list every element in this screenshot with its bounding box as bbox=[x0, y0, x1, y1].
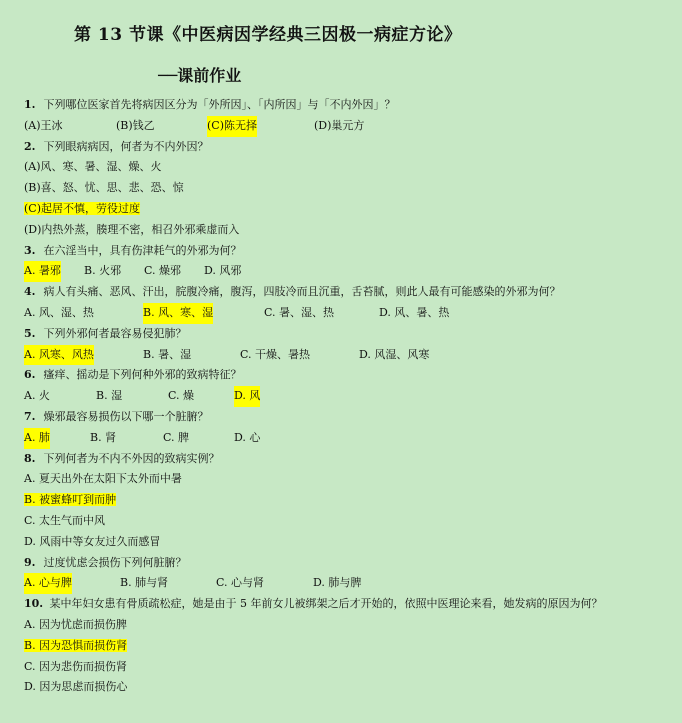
option-c[interactable]: C. 心与肾 bbox=[216, 576, 265, 590]
question-9-options bbox=[24, 573, 674, 594]
option-b[interactable]: B. 暑、湿 bbox=[143, 347, 192, 361]
option-b[interactable]: (B)喜、怒、忧、思、悲、恐、惊 bbox=[24, 181, 184, 195]
question-1-options bbox=[24, 116, 674, 137]
page-subtitle: ──课前作业 bbox=[158, 66, 242, 85]
question-7-options bbox=[24, 428, 674, 449]
option-a[interactable]: A. 火 bbox=[24, 389, 50, 403]
question-3-options bbox=[24, 261, 674, 282]
option-b[interactable]: B. 湿 bbox=[96, 389, 123, 403]
question-4-options bbox=[24, 303, 674, 324]
question-list bbox=[24, 95, 674, 698]
option-d[interactable]: D. 风、暑、热 bbox=[379, 305, 450, 319]
question-3 bbox=[24, 241, 674, 262]
option-d[interactable]: (D)巢元方 bbox=[314, 118, 365, 132]
option-c[interactable]: C. 脾 bbox=[163, 430, 190, 444]
question-number: 2. bbox=[24, 139, 36, 153]
option-b-selected[interactable]: B. 被蜜蜂叮到而肿 bbox=[24, 493, 117, 507]
question-number: 6. bbox=[24, 368, 36, 382]
option-d[interactable]: D. 肺与脾 bbox=[313, 576, 362, 590]
option-d[interactable]: D. 因为思虑而损伤心 bbox=[24, 680, 128, 694]
question-4 bbox=[24, 282, 674, 303]
option-b[interactable]: B. 肾 bbox=[90, 430, 117, 444]
question-number: 4. bbox=[24, 285, 36, 299]
option-c[interactable]: C. 因为悲伤而损伤肾 bbox=[24, 659, 128, 673]
option-a[interactable]: A. 因为忧虑而损伤脾 bbox=[24, 617, 127, 631]
question-text: 下列哪位医家首先将病因区分为「外所因」、「内所因」与「不内外因」？ bbox=[43, 98, 396, 111]
question-6-options bbox=[24, 386, 674, 407]
option-d[interactable]: (D)内热外蒸，腠理不密，相召外邪乘虚而入 bbox=[24, 222, 240, 236]
option-b-selected[interactable]: B. 风、寒、湿 bbox=[143, 303, 213, 324]
option-c-selected[interactable]: (C)陈无择 bbox=[207, 116, 257, 137]
question-number: 7. bbox=[24, 409, 36, 423]
question-number: 10. bbox=[24, 597, 44, 611]
option-d[interactable]: D. 风湿、风寒 bbox=[359, 347, 430, 361]
question-2 bbox=[24, 137, 674, 158]
option-a[interactable]: (A)王冰 bbox=[24, 118, 63, 132]
option-a-selected[interactable]: A. 风寒、风热 bbox=[24, 345, 94, 366]
question-8 bbox=[24, 449, 674, 470]
option-d-selected[interactable]: D. 风 bbox=[234, 386, 260, 407]
question-6 bbox=[24, 365, 674, 386]
option-c[interactable]: C. 燥邪 bbox=[144, 264, 182, 278]
question-5 bbox=[24, 324, 674, 345]
question-text: 下列外邪何者最容易侵犯肺？ bbox=[43, 326, 187, 340]
question-number: 3. bbox=[24, 243, 36, 257]
question-number: 9. bbox=[24, 555, 36, 569]
option-a-selected[interactable]: A. 暑邪 bbox=[24, 261, 61, 282]
question-text: 燥邪最容易损伤以下哪一个脏腑？ bbox=[43, 409, 209, 423]
question-5-options bbox=[24, 345, 674, 366]
question-number: 1. bbox=[24, 98, 36, 111]
option-b-selected[interactable]: B. 因为恐惧而损伤肾 bbox=[24, 638, 128, 652]
option-b[interactable]: (B)钱乙 bbox=[116, 118, 155, 132]
option-a-selected[interactable]: A. 心与脾 bbox=[24, 573, 72, 594]
question-number: 5. bbox=[24, 326, 36, 340]
question-number: 8. bbox=[24, 451, 36, 465]
option-c[interactable]: C. 燥 bbox=[168, 389, 195, 403]
question-text: 瘙痒、摇动是下列何种外邪的致病特征？ bbox=[43, 368, 242, 382]
question-text: 在六淫当中，具有伤津耗气的外邪为何？ bbox=[43, 243, 242, 257]
question-text: 下列眼病病因，何者为不内外因？ bbox=[43, 139, 209, 153]
option-c[interactable]: C. 干燥、暑热 bbox=[240, 347, 311, 361]
question-text: 病人有头痛、恶风、汗出，脘腹冷痛，腹泻，四肢冷而且沉重，舌苔腻，则此人最有可能感染的外邪为何？ bbox=[43, 285, 561, 299]
page-title: 第 13 节课《中医病因学经典三因极一病症方论》 bbox=[74, 25, 462, 45]
option-d[interactable]: D. 风邪 bbox=[204, 264, 242, 278]
option-b[interactable]: B. 火邪 bbox=[84, 264, 122, 278]
option-c-selected[interactable]: (C)起居不慎，劳役过度 bbox=[24, 201, 140, 215]
question-text: 某中年妇女患有骨质疏松症，她是由于 5 年前女儿被绑架之后才开始的，依照中医理论来看，她发病的原因为何？ bbox=[49, 597, 603, 611]
option-a[interactable]: A. 风、湿、热 bbox=[24, 305, 94, 319]
option-c[interactable]: C. 太生气而中风 bbox=[24, 513, 106, 527]
option-a-selected[interactable]: A. 肺 bbox=[24, 428, 50, 449]
question-text: 过度忧虑会损伤下列何脏腑？ bbox=[43, 555, 187, 569]
question-1 bbox=[24, 95, 674, 116]
option-a[interactable]: A. 夏天出外在太阳下太外而中暑 bbox=[24, 472, 182, 486]
option-d[interactable]: D. 心 bbox=[234, 430, 261, 444]
question-9 bbox=[24, 553, 674, 574]
question-text: 下列何者为不内不外因的致病实例？ bbox=[43, 451, 220, 465]
option-b[interactable]: B. 肺与肾 bbox=[120, 576, 169, 590]
question-7 bbox=[24, 407, 674, 428]
option-c[interactable]: C. 暑、湿、热 bbox=[264, 305, 335, 319]
option-d[interactable]: D. 风雨中等女友过久而感冒 bbox=[24, 534, 161, 548]
option-a[interactable]: (A)风、寒、暑、湿、燥、火 bbox=[24, 160, 162, 174]
question-10 bbox=[24, 594, 674, 615]
